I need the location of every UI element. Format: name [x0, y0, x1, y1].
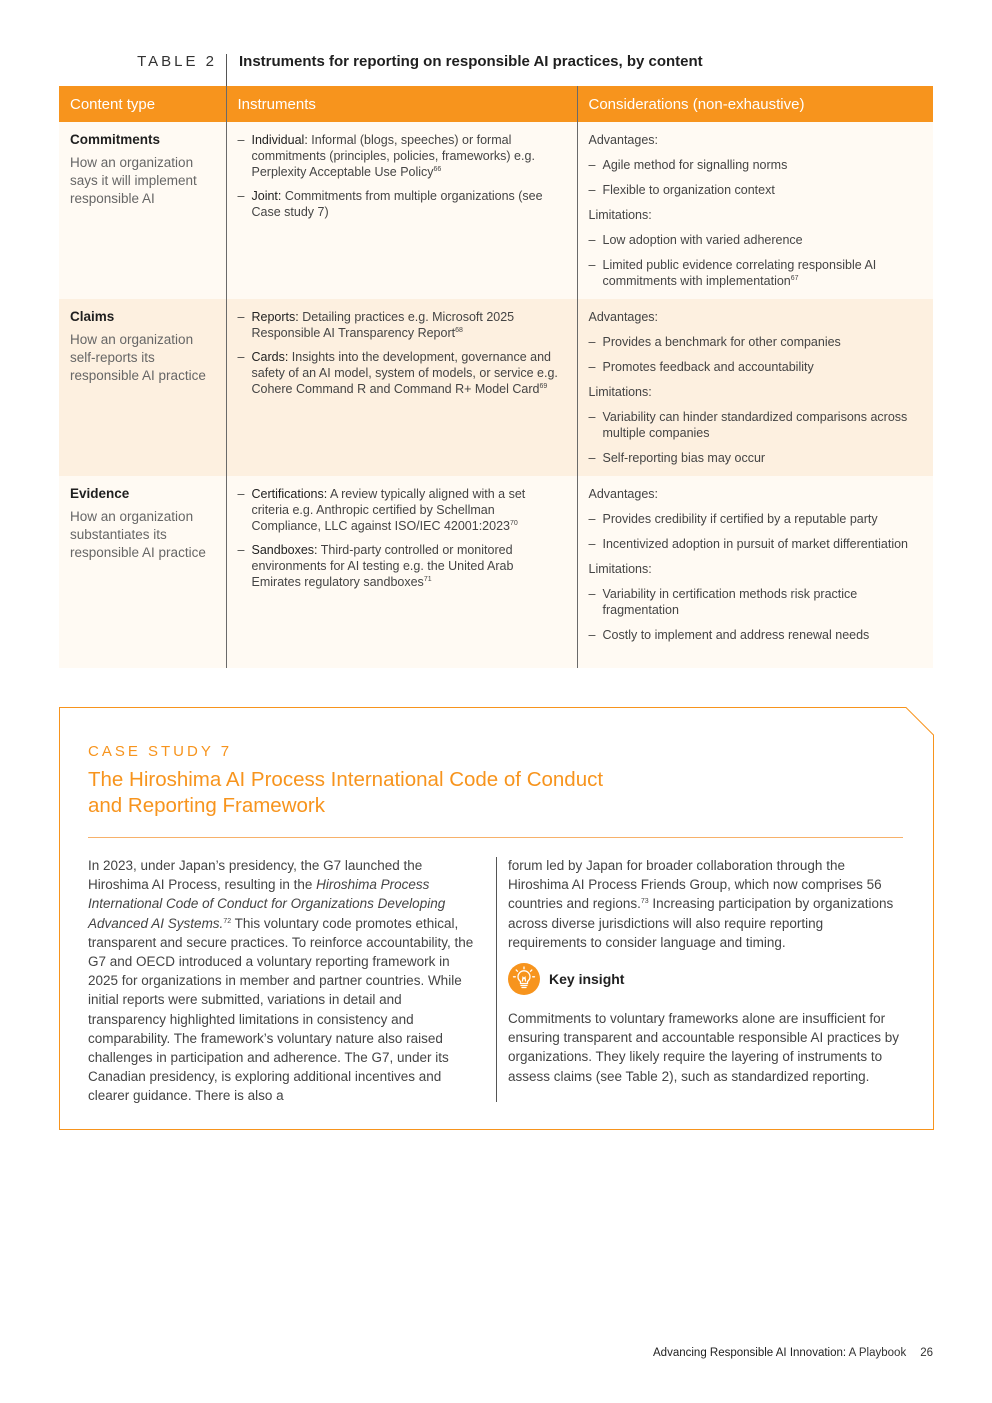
- limitation-item: – Costly to implement and address renewal needs: [588, 628, 870, 642]
- advantage-item: – Promotes feedback and accountability: [588, 360, 814, 374]
- content-type-desc: How an organization self-reports its responsible AI practice: [70, 332, 206, 383]
- content-type-cell: [59, 122, 226, 299]
- case-study-left-column: In 2023, under Japan’s presidency, the G7 launched the Hiroshima AI Process, resulting in the Hiroshima Process International Code of Conduct for Organizations Developing Advanced AI Systems.$^{72}$ This voluntary code promotes ethical, transparent and secure practices. To reinforce accountability, the G7 and OECD introduced a voluntary reporting framework in 2025 for organizations in member and partner countries. While initial reports were submitted, variations in detail and transparency highlighted limitations in consistency and comparability. The framework’s voluntary nature also raised challenges in participation and adherence. The G7, under its Canadian presidency, is exploring additional incentives and clearer guidance. There is also a: [88, 858, 474, 1104]
- content-type-desc: How an organization says it will implement responsible AI: [70, 155, 197, 206]
- footer-subtitle: A Playbook: [846, 1347, 907, 1359]
- instrument-item: – Reports: Detailing practices e.g. Microsoft 2025 Responsible AI Transparency Report$^{68}$: [237, 310, 515, 340]
- table-row: [59, 476, 933, 668]
- key-insight-header: [508, 963, 808, 997]
- considerations-cell: [577, 476, 933, 668]
- limitation-item: – Self-reporting bias may occur: [588, 451, 766, 465]
- limitation-item: – Limited public evidence correlating responsible AI commitments with implementation$^{67}$: [588, 258, 877, 288]
- instrument-item: – Certifications: A review typically aligned with a set criteria e.g. Anthropic certified by Schellman Compliance, LLC against ISO/IEC 42001:2023$^{70}$: [237, 487, 526, 533]
- advantages-heading: Advantages:: [588, 133, 658, 147]
- advantage-item: – Incentivized adoption in pursuit of market differentiation: [588, 537, 909, 551]
- instruments-cell: [226, 476, 577, 668]
- limitations-heading: Limitations:: [588, 562, 652, 576]
- instrument-item: – Cards: Insights into the development, governance and safety of an AI model, system of models, or service e.g. Cohere Command R and Command R+ Model Card$^{69}$: [237, 350, 558, 396]
- instrument-item: – Individual: Informal (blogs, speeches) or formal commitments (principles, policies, frameworks) e.g. Perplexity Acceptable Use Policy$^{66}$: [237, 133, 535, 179]
- advantages-heading: Advantages:: [588, 487, 658, 501]
- table-title: Instruments for reporting on responsible AI practices, by content: [239, 53, 703, 70]
- case-study-label: CASE STUDY 7: [88, 743, 233, 760]
- table-caption: [59, 52, 933, 86]
- advantage-item: – Agile method for signalling norms: [588, 158, 788, 172]
- considerations-cell: [577, 122, 933, 299]
- case-study-rule: [88, 837, 903, 838]
- advantage-item: – Provides credibility if certified by a reputable party: [588, 512, 878, 526]
- instrument-item: – Joint: Commitments from multiple organizations (see Case study 7): [237, 189, 543, 219]
- content-type-cell: [59, 476, 226, 668]
- page-footer: [653, 1347, 933, 1359]
- table-row: [59, 299, 933, 476]
- table-row: [59, 122, 933, 299]
- case-study-title: The Hiroshima AI Process International Code of Conduct and Reporting Framework: [88, 768, 604, 817]
- lightbulb-icon: [508, 963, 540, 995]
- instrument-item: – Sandboxes: Third-party controlled or monitored environments for AI testing e.g. the United Arab Emirates regulatory sandboxes$^{71}$: [237, 543, 514, 589]
- header-considerations: Considerations (non-exhaustive): [577, 86, 933, 122]
- instruments-table: [59, 86, 933, 668]
- case-study-right-column: forum led by Japan for broader collaboration through the Hiroshima AI Process Friends Group, which now comprises 56 countries and regions.$^{73}$ Increasing participation by organizations across diverse jurisdictions will also require reporting requirements to consider language and timing.: [508, 858, 894, 950]
- content-type-name: Commitments: [70, 132, 161, 147]
- header-instruments: Instruments: [226, 86, 577, 122]
- content-type-name: Claims: [70, 309, 115, 324]
- instruments-cell: [226, 299, 577, 476]
- limitations-heading: Limitations:: [588, 208, 652, 222]
- advantage-item: – Provides a benchmark for other companies: [588, 335, 841, 349]
- case-study-box: [59, 707, 934, 1130]
- limitation-item: – Variability can hinder standardized comparisons across multiple companies: [588, 410, 908, 440]
- footer-title: Advancing Responsible AI Innovation:: [653, 1347, 847, 1359]
- content-type-cell: [59, 299, 226, 476]
- considerations-cell: [577, 299, 933, 476]
- content-type-desc: How an organization substantiates its responsible AI practice: [70, 509, 206, 560]
- table-label: TABLE 2: [137, 53, 217, 70]
- instruments-cell: [226, 122, 577, 299]
- advantages-heading: Advantages:: [588, 310, 658, 324]
- page-number: 26: [920, 1347, 933, 1359]
- column-divider: [496, 857, 497, 1102]
- header-content-type: Content type: [59, 86, 226, 122]
- limitations-heading: Limitations:: [588, 385, 652, 399]
- key-insight-text: Commitments to voluntary frameworks alone are insufficient for ensuring transparent and accountable responsible AI practices by organizations. They likely require the layering of instruments to assess claims (see Table 2), such as standardized reporting.: [508, 1011, 899, 1084]
- limitation-item: – Variability in certification methods risk practice fragmentation: [588, 587, 858, 617]
- table-header-row: [59, 86, 933, 122]
- limitation-item: – Low adoption with varied adherence: [588, 233, 803, 247]
- content-type-name: Evidence: [70, 486, 130, 501]
- caption-divider: [226, 54, 227, 86]
- advantage-item: – Flexible to organization context: [588, 183, 775, 197]
- key-insight-label: Key insight: [549, 971, 625, 987]
